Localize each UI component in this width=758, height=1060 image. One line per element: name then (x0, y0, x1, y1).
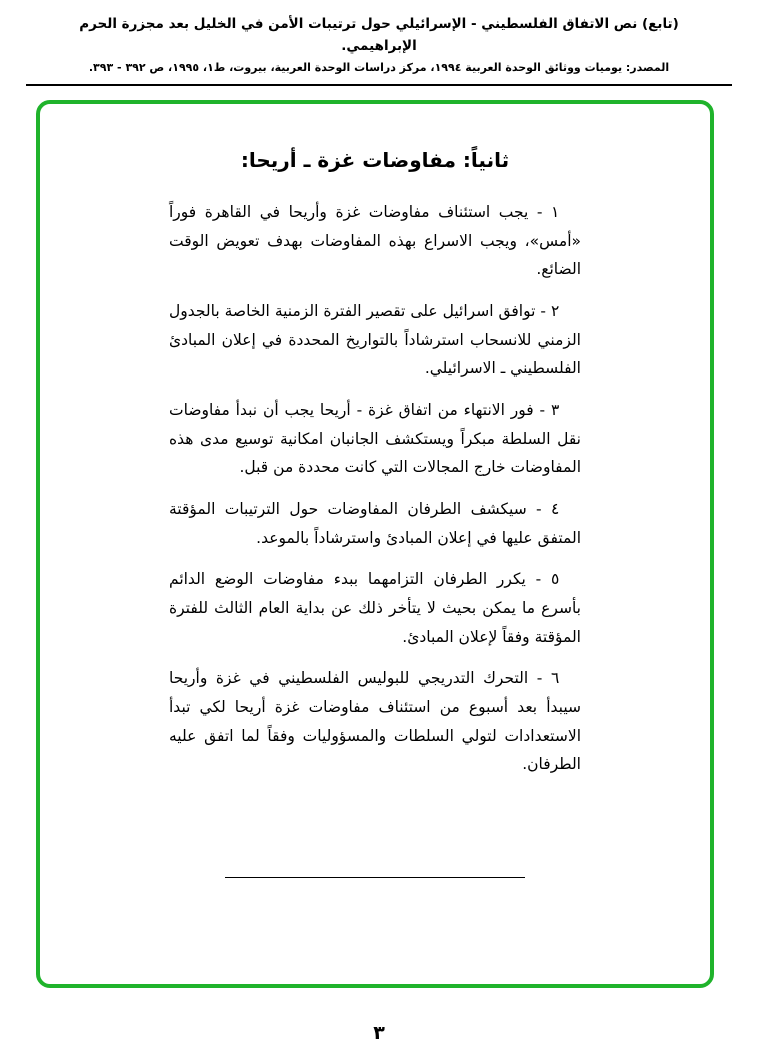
footnote-divider (225, 877, 525, 878)
header-source: المصدر: يوميات ووثائق الوحدة العربية ١٩٩٤، مركز دراسات الوحدة العربية، بيروت، ط١، ١٩٩٥، ص ٣٩٢ - ٣٩٣. (88, 61, 670, 75)
header-divider (26, 84, 732, 86)
content-column (169, 104, 581, 878)
section-title: ثانياً: مفاوضات غزة ـ أريحا: (240, 148, 510, 172)
paragraph-6: ٦ - التحرك التدريجي للبوليس الفلسطيني في غزة وأريحا سيبدأ بعد أسبوع من استئناف مفاوضات غزة أريحا لكي تبدأ الاستعدادات لتولي السلطات والمسؤوليات وفقاً لما اتفق عليه الطرفان. (169, 669, 581, 774)
paragraph-2: ٢ - توافق اسرائيل على تقصير الفترة الزمنية الخاصة بالجدول الزمني للانسحاب استرشاداً بالتواريخ المحددة في إعلان المبادئ الفلسطيني ـ الاسرائيلي. (169, 302, 581, 378)
paragraph-3: ٣ - فور الانتهاء من اتفاق غزة - أريحا يجب أن نبدأ مفاوضات نقل السلطة مبكراً ويستكشف الجانبان امكانية توسيع مدى هذه المفاوضات خارج المجالات التي كانت محددة من قبل. (169, 401, 581, 477)
page-number: ٣ (373, 1022, 385, 1044)
page-header (0, 0, 758, 74)
content-box (36, 100, 714, 988)
paragraph-1: ١ - يجب استئناف مفاوضات غزة وأريحا في القاهرة فوراً «أمس»، ويجب الاسراع بهذه المفاوضات بهدف تعويض الوقت الضائع. (169, 203, 581, 279)
paragraph-4: ٤ - سيكشف الطرفان المفاوضات حول الترتيبات المؤقتة المتفق عليها في إعلان المبادئ واسترشاداً بالموعد. (169, 500, 581, 547)
paragraph-5: ٥ - يكرر الطرفان التزامهما ببدء مفاوضات الوضع الدائم بأسرع ما يمكن بحيث لا يتأخر ذلك عن بداية العام الثالث للفترة المؤقتة وفقاً لإعلان المبادئ. (169, 570, 581, 646)
header-title: (تابع) نص الاتفاق الفلسطيني - الإسرائيلي حول ترتيبات الأمن في الخليل بعد مجزرة الحرم الإبراهيمي. (79, 16, 679, 54)
